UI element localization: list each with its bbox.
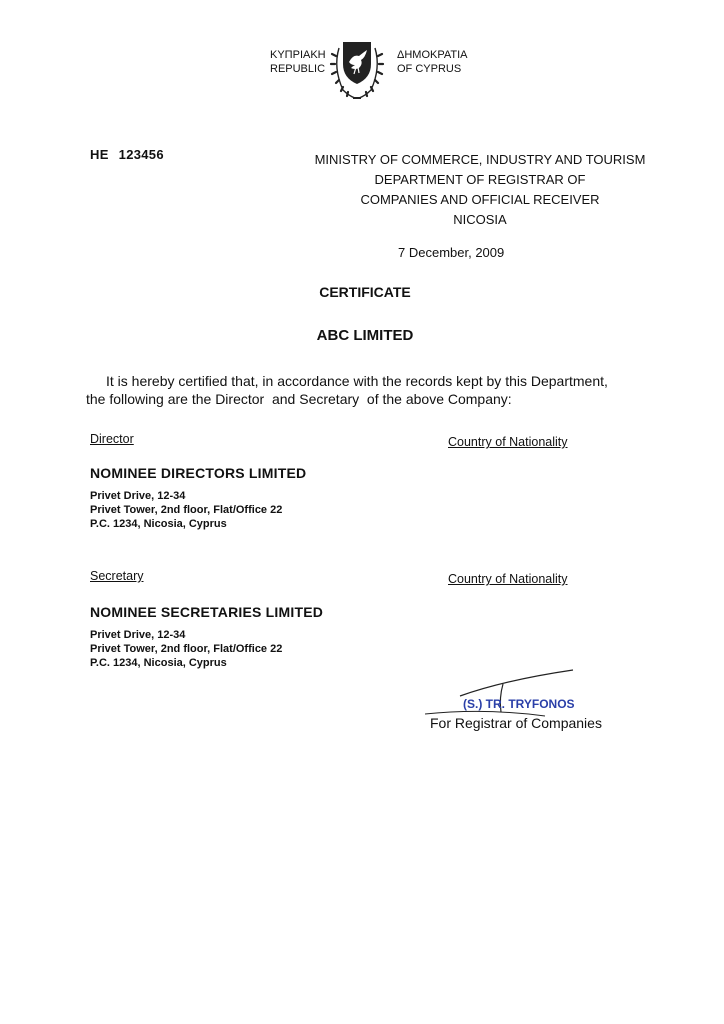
reference-prefix: HE <box>90 147 109 162</box>
issuer-line-companies: COMPANIES AND OFFICIAL RECEIVER <box>360 192 600 207</box>
director-name: NOMINEE DIRECTORS LIMITED <box>90 465 307 481</box>
header-greek-left: ΚΥΠΡΙΑΚΗ <box>270 49 326 61</box>
intro-line-2: the following are the Director and Secretary of the above Company: <box>86 391 512 407</box>
secretary-address-line: Privet Tower, 2nd floor, Flat/Office 22 <box>90 643 283 655</box>
reference-number-value: 123456 <box>118 147 164 162</box>
registrar-signature-stamp <box>425 668 585 718</box>
issuer-line-department: DEPARTMENT OF REGISTRAR OF <box>374 172 586 187</box>
intro-paragraph <box>86 372 608 408</box>
cyprus-coat-of-arms-icon <box>329 38 385 104</box>
secretary-address-line: P.C. 1234, Nicosia, Cyprus <box>90 657 227 669</box>
director-address-line: Privet Drive, 12-34 <box>90 490 186 502</box>
issuer-line-ministry: MINISTRY OF COMMERCE, INDUSTRY AND TOURISM <box>314 152 646 167</box>
secretary-name: NOMINEE SECRETARIES LIMITED <box>90 604 324 620</box>
header-english-right: OF CYPRUS <box>397 63 462 75</box>
company-name: ABC LIMITED <box>316 327 414 344</box>
director-address-line: P.C. 1234, Nicosia, Cyprus <box>90 518 227 530</box>
secretary-address-line: Privet Drive, 12-34 <box>90 629 186 641</box>
header-greek-right: ΔΗΜΟΚΡΑΤΙΑ <box>397 49 468 61</box>
secretary-nationality-label: Country of Nationality <box>448 572 568 586</box>
registrar-line: For Registrar of Companies <box>430 715 602 731</box>
issue-date: 7 December, 2009 <box>398 245 505 260</box>
director-nationality-label: Country of Nationality <box>448 435 568 449</box>
secretary-address <box>90 628 282 670</box>
issuer-block <box>260 150 700 230</box>
director-address-line: Privet Tower, 2nd floor, Flat/Office 22 <box>90 504 283 516</box>
intro-line-1: It is hereby certified that, in accordance with the records kept by this Department, <box>106 373 608 389</box>
secretary-label: Secretary <box>90 569 144 583</box>
reference-number <box>90 147 164 162</box>
header-english-left: REPUBLIC <box>270 63 326 75</box>
issuer-line-city: NICOSIA <box>453 212 507 227</box>
certificate-title: CERTIFICATE <box>319 284 411 300</box>
signature-stamp-text: (S.) TR. TRYFONOS <box>463 697 575 711</box>
director-address <box>90 489 282 531</box>
director-label: Director <box>90 432 134 446</box>
